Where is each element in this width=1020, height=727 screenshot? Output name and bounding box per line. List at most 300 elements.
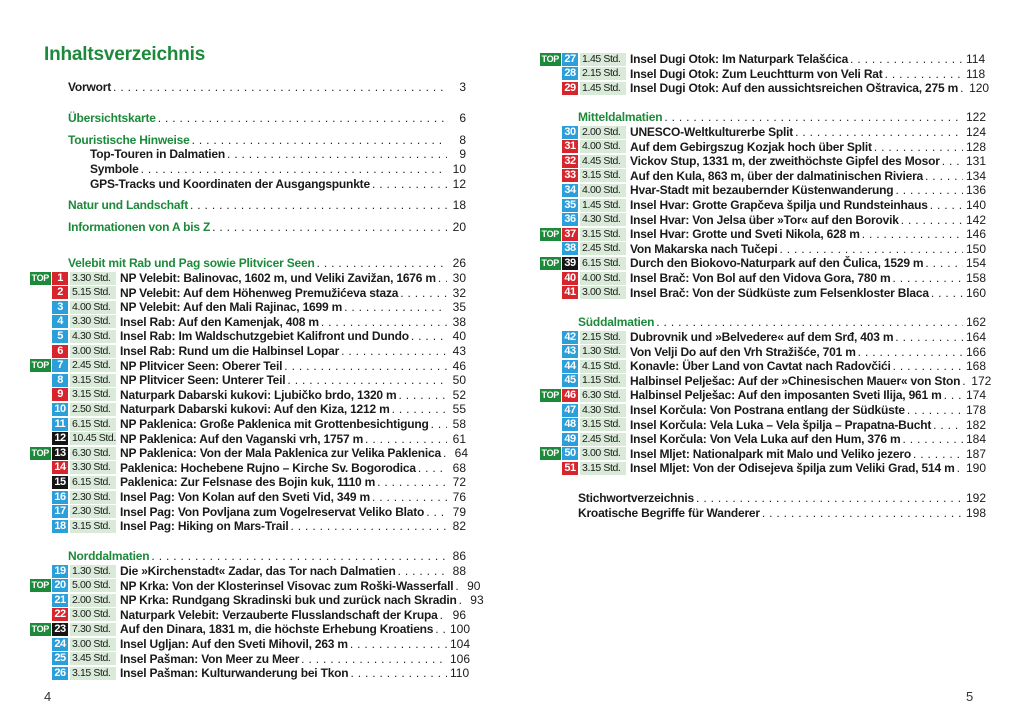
tour-page: 30 (452, 271, 466, 285)
leader-dots (928, 198, 963, 212)
leader-dots (760, 506, 963, 520)
tour-title: NP Velebit: Auf dem Höhenweg Premužićeva staza (120, 285, 399, 300)
leader-dots (923, 169, 963, 183)
tour-page: 52 (452, 387, 466, 402)
tour-gutter (532, 140, 578, 154)
tour-row-15[interactable] (22, 475, 466, 489)
top-tour-badge: TOP (541, 257, 559, 268)
tour-gutter (22, 475, 68, 489)
tour-title: Insel Hvar: Grotte Grapčeva špilja und Rundsteinhaus (630, 198, 928, 212)
entry-title: Touristische Hinweise (68, 133, 190, 147)
leader-dots (893, 183, 963, 197)
tour-number-badge: 27 (562, 53, 578, 66)
tour-gutter (532, 330, 578, 344)
leader-dots (149, 549, 447, 563)
tour-page: 110 (450, 666, 470, 681)
tour-duration: 3.15 Std. (580, 228, 626, 241)
tour-number-badge: 51 (562, 462, 578, 475)
tour-duration: 6.30 Std. (580, 389, 626, 402)
tour-row-22[interactable] (22, 608, 466, 622)
tour-gutter (22, 593, 68, 607)
tour-title: Paklenica: Zur Felsnase des Bojin kuk, 1110 m (120, 475, 376, 490)
tour-page: 146 (966, 227, 987, 242)
tour-page: 154 (966, 256, 987, 271)
tour-duration: 3.15 Std. (70, 667, 116, 680)
tour-duration: 5.00 Std. (70, 579, 116, 592)
tour-number-badge: 31 (562, 140, 578, 153)
entry-title: Informationen von A bis Z (68, 220, 211, 234)
tour-page: 142 (966, 212, 987, 227)
section-heading-velebit[interactable] (22, 256, 466, 270)
leader-dots (958, 81, 966, 95)
tour-row-40[interactable] (532, 271, 987, 285)
entry-title: Kroatische Begriffe für Wanderer (578, 506, 760, 520)
tour-duration: 2.45 Std. (580, 242, 626, 255)
tour-row-4[interactable] (22, 315, 466, 329)
left-page (0, 0, 500, 727)
tour-duration: 3.00 Std. (580, 447, 626, 460)
tour-title: Insel Mljet: Nationalpark mit Malo und Veliko jezero (630, 446, 911, 461)
tour-page: 174 (966, 388, 987, 403)
tour-title: Insel Hvar: Grotte und Sveti Nikola, 628 m (630, 227, 860, 242)
tour-page: 118 (966, 66, 986, 81)
toc-entry[interactable] (22, 133, 466, 147)
tour-row-3[interactable] (22, 300, 466, 314)
tour-page: 160 (966, 285, 987, 300)
tour-page: 128 (966, 139, 987, 154)
tour-number-badge: 19 (52, 565, 68, 578)
top-tour-badge: TOP (31, 272, 49, 283)
tour-duration: 6.30 Std. (70, 447, 116, 460)
tour-page: 64 (454, 446, 468, 461)
leader-dots (860, 227, 963, 241)
tour-page: 43 (452, 344, 466, 358)
tour-row-8[interactable] (22, 373, 466, 387)
tour-row-12[interactable] (22, 432, 466, 446)
tour-number-badge: 26 (52, 667, 68, 680)
tour-number-badge: 44 (562, 360, 578, 373)
tour-number-badge: 46 (562, 389, 578, 402)
tour-duration: 4.30 Std. (70, 330, 116, 343)
tour-gutter (532, 447, 578, 461)
tour-row-21[interactable] (22, 593, 484, 608)
leader-dots (872, 140, 963, 154)
tour-title: Insel Korčula: Von Vela Luka auf den Hum, 376 m (630, 432, 901, 447)
row-gutter (22, 256, 68, 270)
tour-page: 100 (450, 622, 471, 637)
tour-row-46[interactable] (532, 388, 987, 403)
right-page (520, 0, 1020, 727)
tour-page: 32 (452, 285, 466, 300)
tour-duration: 4.45 Std. (580, 155, 626, 168)
tour-title: Die »Kirchenstadt« Zadar, das Tor nach Dalmatien (120, 564, 396, 578)
tour-row-31[interactable] (532, 139, 987, 154)
tour-gutter (532, 154, 578, 168)
tour-row-19[interactable] (22, 564, 466, 578)
tour-gutter (22, 564, 68, 578)
tour-title: Insel Rab: Auf den Kamenjak, 408 m (120, 314, 319, 329)
leader-dots (363, 432, 447, 446)
tour-row-50[interactable] (532, 446, 987, 461)
tour-row-18[interactable] (22, 519, 466, 533)
tour-row-16[interactable] (22, 490, 466, 504)
leader-dots (289, 519, 447, 533)
tour-row-1[interactable] (22, 271, 466, 285)
leader-dots (375, 475, 447, 489)
tour-title: Durch den Biokovo-Naturpark auf den Čulica, 1529 m (630, 256, 924, 271)
leader-dots (370, 490, 447, 504)
toc-entry[interactable] (22, 198, 466, 212)
tour-gutter (22, 300, 68, 314)
tour-page: 82 (452, 519, 466, 534)
toc-entry[interactable] (22, 111, 466, 125)
leader-dots (694, 491, 963, 505)
tour-duration: 2.45 Std. (70, 359, 116, 372)
tour-title: Von Makarska nach Tučepi (630, 241, 778, 256)
tour-page: 93 (470, 593, 484, 608)
tour-number-badge: 8 (52, 374, 68, 387)
leader-dots (900, 432, 963, 446)
entry-page: 198 (966, 506, 987, 520)
leader-dots (793, 125, 963, 139)
leader-dots (905, 403, 963, 417)
tour-title: NP Plitvicer Seen: Unterer Teil (120, 373, 286, 388)
tour-gutter (532, 242, 578, 256)
tour-number-badge: 38 (562, 242, 578, 255)
tour-row-41[interactable] (532, 285, 987, 300)
toc-entry[interactable] (22, 80, 466, 94)
tour-title: Auf den Dinara, 1831 m, die höchste Erhebung Kroatiens (120, 622, 434, 637)
tour-number-badge: 28 (562, 67, 578, 80)
leader-dots (654, 315, 963, 329)
entry-page: 6 (459, 111, 466, 125)
entry-page: 3 (459, 80, 466, 94)
toc-entry-back[interactable] (532, 491, 987, 505)
entry-title: Symbole (90, 162, 139, 176)
leader-dots (940, 154, 963, 168)
tour-row-45[interactable] (532, 373, 992, 388)
tour-gutter (532, 345, 578, 359)
tour-title: Insel Pag: Von Kolan auf den Sveti Vid, 349 m (120, 490, 370, 504)
row-gutter (22, 162, 68, 176)
tour-gutter (22, 286, 68, 300)
tour-gutter (532, 125, 578, 139)
tour-page: 50 (452, 373, 466, 388)
leader-dots (438, 608, 447, 622)
tour-gutter (22, 637, 68, 651)
tour-duration: 1.15 Std. (580, 374, 626, 387)
tour-page: 68 (452, 460, 466, 475)
tour-title: Insel Rab: Rund um die Halbinsel Lopar (120, 344, 340, 358)
tour-number-badge: 13 (52, 447, 68, 460)
tour-gutter (532, 461, 578, 475)
leader-dots (397, 388, 448, 402)
leader-dots (390, 402, 447, 416)
tour-row-35[interactable] (532, 198, 987, 212)
tour-row-47[interactable] (532, 403, 987, 417)
tour-title: Insel Dugi Otok: Zum Leuchtturm von Veli Rat (630, 66, 883, 81)
tour-row-11[interactable] (22, 417, 466, 431)
tour-number-badge: 48 (562, 418, 578, 431)
tour-number-badge: 9 (52, 388, 68, 401)
leader-dots (416, 461, 447, 475)
top-tour-badge: TOP (541, 228, 559, 239)
leader-dots (441, 446, 449, 460)
entry-title: Velebit mit Rab und Pag sowie Plitvicer Seen (68, 256, 315, 270)
tour-title: Naturpark Velebit: Verzauberte Flusslandschaft der Krupa (120, 607, 438, 622)
tour-row-48[interactable] (532, 417, 987, 432)
tour-title: Konavle: Über Land von Cavtat nach Radovčići (630, 359, 891, 374)
tour-number-badge: 18 (52, 520, 68, 533)
tour-number-badge: 21 (52, 594, 68, 607)
tour-page: 88 (452, 564, 466, 578)
tour-gutter (22, 271, 68, 285)
leader-dots (190, 133, 447, 147)
tour-row-42[interactable] (532, 330, 987, 344)
tour-duration: 1.45 Std. (580, 199, 626, 212)
tour-duration: 3.00 Std. (70, 638, 116, 651)
tour-title: Insel Pag: Hiking on Mars-Trail (120, 519, 289, 534)
tour-row-24[interactable] (22, 637, 471, 651)
tour-title: Hvar-Stadt mit bezaubernder Küstenwanderung (630, 183, 894, 198)
tour-number-badge: 30 (562, 126, 578, 139)
entry-title: Süddalmatien (578, 315, 655, 329)
tour-gutter (22, 359, 68, 373)
tour-row-43[interactable] (532, 344, 987, 359)
tour-row-20[interactable] (22, 578, 481, 593)
tour-number-badge: 5 (52, 330, 68, 343)
row-gutter (22, 133, 68, 147)
tour-number-badge: 42 (562, 331, 578, 344)
tour-duration: 4.30 Std. (580, 404, 626, 417)
tour-row-51[interactable] (532, 461, 987, 476)
top-tour-badge: TOP (31, 447, 49, 458)
tour-row-33[interactable] (532, 168, 987, 183)
tour-number-badge: 24 (52, 638, 68, 651)
leader-dots (960, 374, 968, 388)
tour-row-14[interactable] (22, 461, 466, 475)
tour-gutter (22, 490, 68, 504)
tour-duration: 2.15 Std. (580, 67, 626, 80)
tour-page: 46 (452, 358, 466, 373)
toc-subentry[interactable] (22, 147, 466, 161)
tour-row-25[interactable] (22, 651, 471, 666)
leader-dots (111, 80, 447, 94)
row-gutter (532, 506, 578, 520)
tour-page: 38 (452, 314, 466, 329)
tour-row-30[interactable] (532, 125, 987, 139)
tour-title: NP Paklenica: Von der Mala Paklenica zur Velika Paklenica (120, 446, 441, 461)
tour-gutter (532, 286, 578, 300)
tour-row-10[interactable] (22, 402, 466, 416)
row-gutter (532, 315, 578, 329)
tour-number-badge: 4 (52, 315, 68, 328)
tour-gutter (532, 256, 578, 270)
tour-row-32[interactable] (532, 154, 987, 169)
tour-number-badge: 6 (52, 345, 68, 358)
leader-dots (777, 242, 963, 256)
tour-title: Halbinsel Pelješac: Auf der »Chinesischen Mauer« von Ston (630, 373, 961, 388)
page-title: Inhaltsverzeichnis (44, 44, 206, 65)
tour-title: Von Velji Do auf den Vrh Stražišće, 701 m (630, 344, 856, 359)
tour-duration: 3.30 Std. (70, 461, 116, 474)
leader-dots (210, 220, 447, 234)
tour-page: 187 (966, 446, 987, 461)
tour-row-34[interactable] (532, 183, 987, 198)
tour-number-badge: 34 (562, 184, 578, 197)
tour-row-6[interactable] (22, 344, 466, 358)
tour-page: 124 (966, 125, 987, 139)
tour-title: NP Krka: Von der Klosterinsel Visovac zum Roški-Wasserfall (120, 578, 454, 593)
toc-subentry[interactable] (22, 162, 466, 176)
leader-dots (342, 300, 447, 314)
tour-row-2[interactable] (22, 286, 466, 300)
entry-page: 26 (452, 256, 466, 270)
tour-title: Insel Pašman: Von Meer zu Meer (120, 651, 300, 666)
tour-gutter (532, 271, 578, 285)
row-gutter (532, 491, 578, 505)
row-gutter (22, 177, 68, 191)
tour-duration: 4.15 Std. (580, 360, 626, 373)
tour-page: 134 (966, 168, 987, 183)
tour-duration: 3.15 Std. (70, 374, 116, 387)
tour-duration: 4.00 Std. (580, 272, 626, 285)
tour-gutter (22, 446, 68, 460)
tour-gutter (22, 388, 68, 402)
tour-gutter (532, 388, 578, 402)
row-gutter (22, 549, 68, 563)
tour-page: 172 (971, 373, 992, 388)
tour-gutter (532, 213, 578, 227)
tour-row-37[interactable] (532, 227, 987, 242)
toc-entry[interactable] (22, 220, 466, 234)
tour-page: 79 (452, 504, 466, 519)
tour-number-badge: 7 (52, 359, 68, 372)
leader-dots (188, 198, 447, 212)
tour-row-17[interactable] (22, 505, 466, 519)
tour-page: 40 (452, 329, 466, 344)
tour-page: 120 (969, 81, 990, 96)
tour-number-badge: 43 (562, 345, 578, 358)
tour-row-23[interactable] (22, 622, 471, 637)
leader-dots (319, 315, 447, 329)
entry-page: 18 (452, 198, 466, 212)
tour-gutter (22, 344, 68, 358)
tour-gutter (532, 169, 578, 183)
tour-row-28[interactable] (532, 66, 986, 81)
leader-dots (348, 666, 447, 680)
tour-row-36[interactable] (532, 212, 987, 227)
tour-page: 131 (966, 154, 987, 169)
tour-row-7[interactable] (22, 359, 466, 373)
leader-dots (139, 162, 447, 176)
row-gutter (532, 110, 578, 124)
entry-page: 20 (452, 220, 466, 234)
tour-title: Insel Brač: Von Bol auf den Vidova Gora, 780 m (630, 271, 891, 285)
toc-subentry[interactable] (22, 177, 466, 191)
entry-title: Norddalmatien (68, 549, 150, 563)
leader-dots (453, 579, 461, 593)
top-tour-badge: TOP (541, 389, 559, 400)
tour-gutter (22, 622, 68, 636)
tour-gutter (22, 373, 68, 387)
tour-title: Insel Brač: Von der Südküste zum Felsenkloster Blaca (630, 285, 929, 300)
tour-page: 136 (966, 183, 987, 198)
tour-gutter (532, 183, 578, 197)
tour-row-29[interactable] (532, 81, 990, 96)
tour-row-38[interactable] (532, 241, 987, 256)
tour-duration: 6.15 Std. (70, 476, 116, 489)
leader-dots (315, 256, 447, 270)
tour-gutter (22, 505, 68, 519)
tour-number-badge: 22 (52, 608, 68, 621)
tour-duration: 3.00 Std. (580, 286, 626, 299)
tour-duration: 2.00 Std. (580, 126, 626, 139)
tour-title: Vickov Stup, 1331 m, der zweithöchste Gipfel des Mosor (630, 154, 940, 169)
tour-gutter (22, 329, 68, 343)
tour-page: 164 (966, 330, 987, 344)
entry-page: 86 (452, 549, 466, 563)
leader-dots (883, 67, 963, 81)
tour-title: Insel Dugi Otok: Im Naturpark Telašćica (630, 52, 849, 66)
tour-row-26[interactable] (22, 666, 470, 681)
entry-title: Natur und Landschaft (68, 198, 189, 212)
section-heading-norddalmatien[interactable] (22, 549, 466, 563)
top-tour-badge: TOP (541, 53, 559, 64)
leader-dots (893, 330, 963, 344)
tour-title: NP Velebit: Balinovac, 1602 m, und Veliki Zavižan, 1676 m (120, 271, 436, 285)
section-heading-mitteldalmatien[interactable] (532, 110, 987, 124)
tour-gutter (22, 432, 68, 446)
tour-row-27[interactable] (532, 52, 986, 66)
tour-page: 90 (467, 578, 481, 593)
tour-row-49[interactable] (532, 432, 987, 447)
tour-number-badge: 12 (52, 432, 68, 445)
tour-title: Insel Pašman: Kulturwanderung bei Tkon (120, 666, 349, 681)
tour-row-13[interactable] (22, 446, 466, 460)
tour-gutter (22, 315, 68, 329)
tour-title: Insel Dugi Otok: Auf den aussichtsreichen Oštravica, 275 m (630, 81, 959, 96)
leader-dots (911, 447, 963, 461)
leader-dots (942, 388, 963, 402)
tour-page: 168 (966, 359, 987, 374)
tour-row-9[interactable] (22, 388, 466, 402)
entry-title: Übersichtskarte (68, 111, 156, 125)
tour-title: Dubrovnik und »Belvedere« auf dem Srđ, 403 m (630, 330, 894, 344)
tour-gutter (532, 418, 578, 432)
tour-row-5[interactable] (22, 329, 466, 343)
tour-title: Insel Pag: Von Povljana zum Vogelreservat Veliko Blato (120, 504, 425, 519)
tour-duration: 3.00 Std. (70, 608, 116, 621)
tour-duration: 5.15 Std. (70, 286, 116, 299)
toc-entry-back[interactable] (532, 506, 987, 520)
tour-row-39[interactable] (532, 256, 987, 271)
top-tour-badge: TOP (541, 448, 559, 459)
tour-gutter (532, 67, 578, 81)
tour-page: 61 (452, 431, 466, 446)
tour-duration: 2.30 Std. (70, 505, 116, 518)
tour-row-44[interactable] (532, 359, 987, 374)
section-heading-sueddalmatien[interactable] (532, 315, 987, 329)
tour-number-badge: 2 (52, 286, 68, 299)
top-tour-badge: TOP (31, 623, 49, 634)
leader-dots (299, 652, 447, 666)
leader-dots (398, 286, 447, 300)
tour-duration: 7.30 Std. (70, 623, 116, 636)
tour-gutter (532, 198, 578, 212)
leader-dots (923, 256, 963, 270)
tour-duration: 1.30 Std. (580, 345, 626, 358)
